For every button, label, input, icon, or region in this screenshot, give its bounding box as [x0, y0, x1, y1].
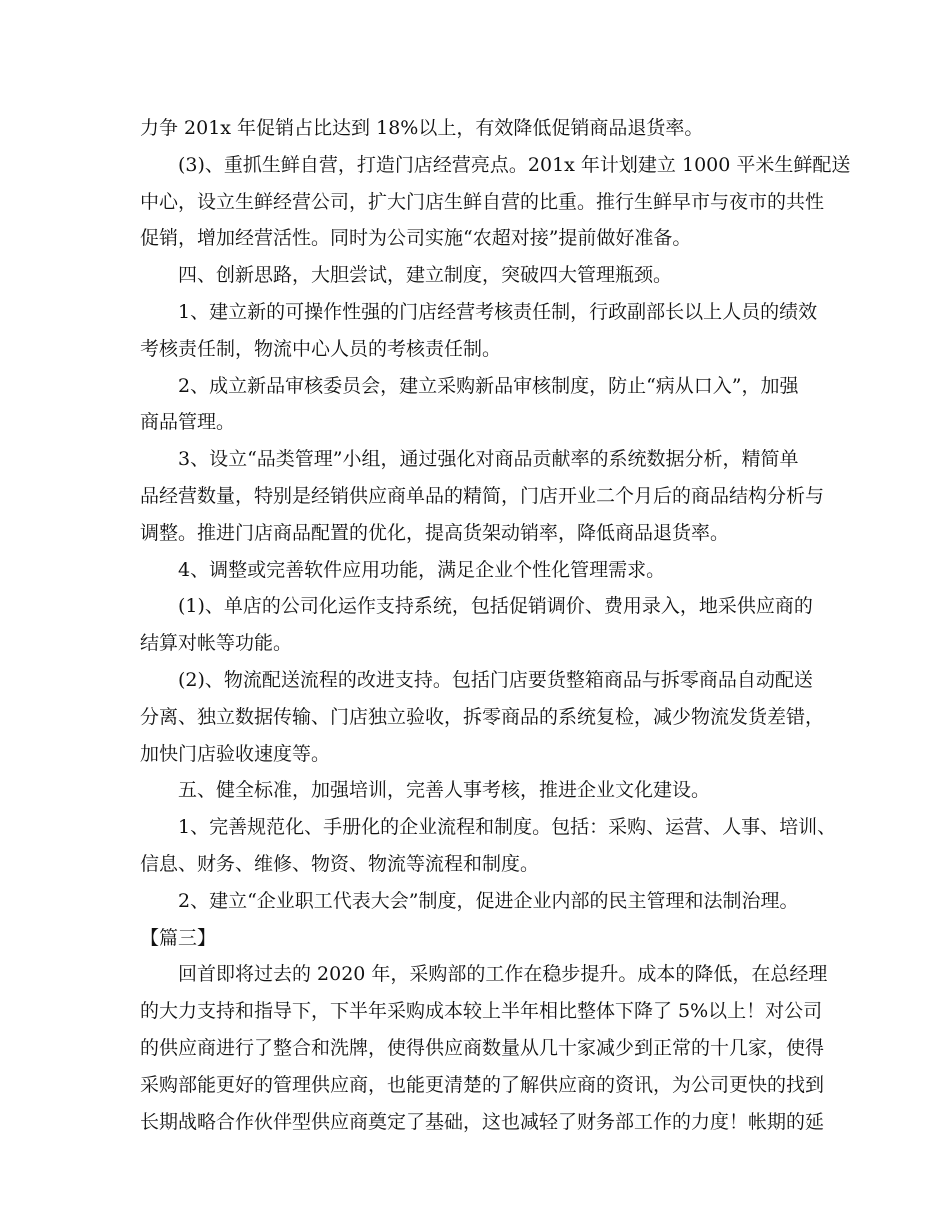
- chapter-heading: 【篇三】: [140, 926, 217, 949]
- section-heading: 五、健全标准，加强培训，完善人事考核，推进企业文化建设。: [178, 779, 711, 802]
- text-line: 加快门店验收速度等。: [140, 742, 331, 765]
- text-line: 长期战略合作伙伴型供应商奠定了基础，这也减轻了财务部工作的力度！帐期的延: [140, 1110, 825, 1133]
- text-line: 采购部能更好的管理供应商，也能更清楚的了解供应商的资讯，为公司更快的找到: [140, 1073, 825, 1096]
- section-heading: 四、创新思路，大胆尝试，建立制度，突破四大管理瓶颈。: [178, 264, 673, 287]
- text-line: 中心，设立生鲜经营公司，扩大门店生鲜自营的比重。推行生鲜早市与夜市的共性: [140, 190, 825, 213]
- text-line: (2)、物流配送流程的改进支持。包括门店要货整箱商品与拆零商品自动配送: [178, 668, 813, 691]
- text-line: 的供应商进行了整合和洗牌，使得供应商数量从几十家减少到正常的十几家，使得: [140, 1036, 825, 1059]
- text-line: 品经营数量，特别是经销供应商单品的精简，门店开业二个月后的商品结构分析与: [140, 484, 825, 507]
- text-line: 1、完善规范化、手册化的企业流程和制度。包括：采购、运营、人事、培训、: [178, 816, 837, 839]
- text-line: 信息、财务、维修、物资、物流等流程和制度。: [140, 852, 540, 875]
- text-line: 3、设立“品类管理”小组，通过强化对商品贡献率的系统数据分析，精简单: [178, 448, 799, 471]
- text-line: 商品管理。: [140, 411, 236, 434]
- text-line: 回首即将过去的 2020 年，采购部的工作在稳步提升。成本的降低，在总经理: [178, 963, 828, 986]
- text-line: 的大力支持和指导下，下半年采购成本较上半年相比整体下降了 5%以上！对公司: [140, 1000, 823, 1023]
- document-body: [140, 110, 851, 1140]
- text-line: (1)、单店的公司化运作支持系统，包括促销调价、费用录入，地采供应商的: [178, 595, 813, 618]
- text-line: (3)、重抓生鲜自营，打造门店经营亮点。201x 年计划建立 1000 平米生鲜配送: [178, 153, 851, 176]
- text-line: 4、调整或完善软件应用功能，满足企业个性化管理需求。: [178, 558, 666, 581]
- text-line: 2、成立新品审核委员会，建立采购新品审核制度，防止“病从口入”，加强: [178, 374, 799, 397]
- text-line: 力争 201x 年促销占比达到 18%以上，有效降低促销商品退货率。: [140, 117, 704, 139]
- text-line: 考核责任制，物流中心人员的考核责任制。: [140, 337, 502, 360]
- text-line: 促销，增加经营活性。同时为公司实施“农超对接”提前做好准备。: [140, 227, 692, 250]
- text-line: 1、建立新的可操作性强的门店经营考核责任制，行政副部长以上人员的绩效: [178, 300, 818, 323]
- text-line: 结算对帐等功能。: [140, 632, 293, 655]
- text-line: 2、建立“企业职工代表大会”制度，促进企业内部的民主管理和法制治理。: [178, 889, 799, 912]
- text-line: 调整。推进门店商品配置的优化，提高货架动销率，降低商品退货率。: [140, 521, 730, 544]
- text-line: 分离、独立数据传输、门店独立验收，拆零商品的系统复检，减少物流发货差错，: [140, 705, 825, 728]
